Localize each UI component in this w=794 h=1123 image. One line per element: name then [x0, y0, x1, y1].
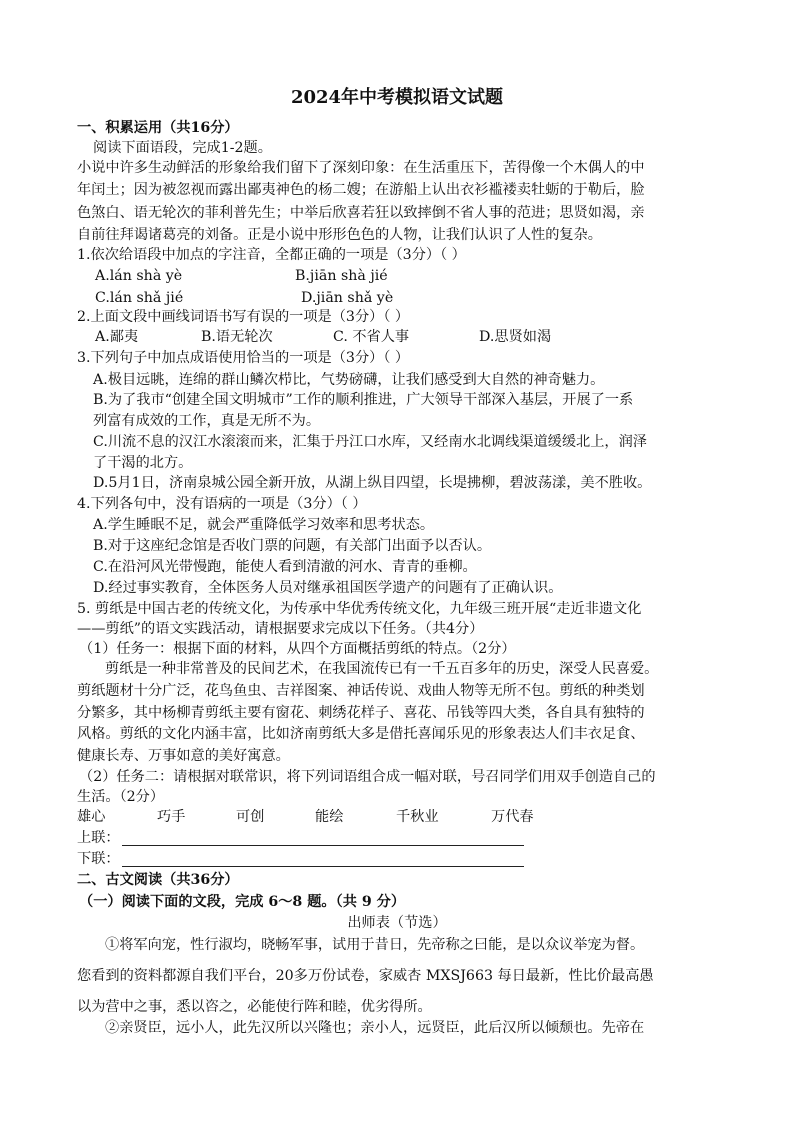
paper-cutting-passage: 分繁多，其中杨柳青剪纸主要有窗花、刺绣花样子、喜花、吊钱等四大类，各自具有独特的 [77, 705, 645, 721]
question-5-line: ——剪纸”的语文实践活动，请根据要求完成以下任务。（共4分） [77, 621, 484, 637]
couplet-word: 巧手 [157, 809, 186, 825]
q4-option-a: A.学生睡眠不足，就会严重降低学习效率和思考状态。 [93, 517, 435, 533]
q3-option-line: 了干渴的北方。 [93, 455, 193, 471]
passage-line: 色煞白、语无轮次的菲利普先生；中举后欣喜若狂以致摔倒不省人事的范进；思贤如渴，亲 [77, 205, 645, 221]
reading-intro: 阅读下面语段，完成1-2题。 [93, 140, 272, 156]
q1-option-c: C.lán shǎ jié [95, 290, 184, 306]
q4-option-d: D.经过事实教育，全体医务人员对继承祖国医学遗产的问题有了正确认识。 [93, 580, 563, 596]
q3-option-line: A.极目远眺，连绵的群山鳞次栉比，气势磅礴，让我们感受到大自然的神奇魅力。 [93, 372, 605, 388]
paper-cutting-passage: 剪纸题材十分广泛，花鸟鱼虫、吉祥图案、神话传说、戏曲人物等无所不包。剪纸的种类划 [77, 683, 645, 699]
paper-cutting-passage: 风格。剪纸的文化内涵丰富，比如济南剪纸大多是借托喜闻乐见的形象表达人们丰衣足食、 [77, 726, 645, 742]
question-4-stem: 4.下列各句中，没有语病的一项是（3分）（ ） [77, 496, 367, 512]
q2-option-a: A.鄙夷 [95, 329, 139, 345]
classical-text-line: ①将军向宠，性行淑均，晓畅军事，试用于昔日，先帝称之曰能，是以众议举宠为督。 [105, 937, 645, 953]
paper-cutting-passage: 剪纸是一种非常普及的民间艺术，在我国流传已有一千五百多年的历史，深受人民喜爱。 [105, 661, 659, 677]
question-2-stem: 2.上面文段中画线词语书写有误的一项是（3分）（ ） [77, 309, 410, 325]
q2-option-d: D.思贤如渴 [479, 329, 552, 345]
couplet-word: 能绘 [315, 809, 344, 825]
section-heading-classical: 二、古文阅读（共36分） [77, 872, 239, 888]
upper-couplet-label: 上联： [77, 830, 120, 846]
passage-line: 年闰土；因为被忽视而露出鄙夷神色的杨二嫂；在游船上认出衣衫褴褛卖牡蛎的于勒后，脸 [77, 182, 645, 198]
couplet-word: 千秋业 [396, 809, 439, 825]
task-2-heading: 生活。（2分） [77, 789, 165, 805]
q1-option-a: A.lán shà yè [95, 268, 183, 284]
lower-couplet-label: 下联： [77, 851, 120, 867]
classical-text-line: ②亲贤臣，远小人，此先汉所以兴隆也；亲小人，远贤臣，此后汉所以倾颓也。先帝在 [105, 1020, 645, 1036]
text-caption: 出师表（节选） [347, 915, 447, 931]
question-1-stem: 1.依次给语段中加点的字注音，全都正确的一项是（3分）（ ） [77, 247, 466, 263]
question-3-stem: 3.下列句子中加点成语使用恰当的一项是（3分）（ ） [77, 350, 410, 366]
passage-line: 小说中许多生动鲜活的形象给我们留下了深刻印象：在生活重压下，苦得像一个木偶人的中 [77, 160, 645, 176]
task-2-heading: （2）任务二：请根据对联常识，将下列词语组合成一幅对联，号召同学们用双手创造自己的 [79, 769, 656, 785]
q3-option-line: D.5月1日，济南泉城公园全新开放，从湖上纵目四望，长堤拂柳，碧波荡漾，美不胜收。 [93, 475, 652, 491]
section-heading-accumulation: 一、积累运用（共16分） [77, 120, 239, 136]
q1-option-b: B.jiān shà jié [295, 268, 388, 284]
classical-text-line: 以为营中之事，悉以咨之，必能使行阵和睦，优劣得所。 [77, 999, 432, 1015]
q1-option-d: D.jiān shǎ yè [301, 290, 394, 306]
passage-line: 自前往拜谒诸葛亮的刘备。正是小说中形形色色的人物，让我们认识了人性的复杂。 [77, 227, 602, 243]
subsection-heading: （一）阅读下面的文段，完成 6～8 题。（共 9 分） [79, 894, 406, 910]
q4-option-c: C.在沿河风光带慢跑，能使人看到清澈的河水、青青的垂柳。 [93, 559, 477, 575]
q3-option-line: C.川流不息的汉江水滚滚而来，汇集于丹江口水库，又经南水北调线渠道缓缓北上，润泽 [93, 434, 647, 450]
watermark-ad-line: 您看到的资料都源自我们平台，20多万份试卷，家威杏 MXSJ663 每日最新，性比价最高愚 [77, 968, 654, 984]
q4-option-b: B.对于这座纪念馆是否收门票的问题，有关部门出面予以否认。 [93, 538, 492, 554]
couplet-word: 可创 [236, 809, 265, 825]
lower-couplet-answer-line[interactable] [122, 866, 524, 867]
paper-cutting-passage: 健康长寿、万事如意的美好寓意。 [77, 748, 290, 764]
question-5-line: 5. 剪纸是中国古老的传统文化，为传承中华优秀传统文化，九年级三班开展“走近非遗文化 [77, 601, 642, 617]
couplet-word: 万代春 [491, 809, 534, 825]
q3-option-line: 列富有成效的工作，真是无所不为。 [93, 413, 321, 429]
upper-couplet-answer-line[interactable] [122, 845, 524, 846]
q2-option-b: B.语无轮次 [201, 329, 273, 345]
couplet-word: 雄心 [77, 809, 106, 825]
q3-option-line: B.为了我市“创建全国文明城市”工作的顺利推进，广大领导干部深入基层，开展了一系 [93, 392, 634, 408]
page-title: 2024年中考模拟语文试题 [290, 87, 504, 108]
q2-option-c: C. 不省人事 [333, 329, 410, 345]
task-1-heading: （1）任务一：根据下面的材料，从四个方面概括剪纸的特点。（2分） [79, 641, 516, 657]
